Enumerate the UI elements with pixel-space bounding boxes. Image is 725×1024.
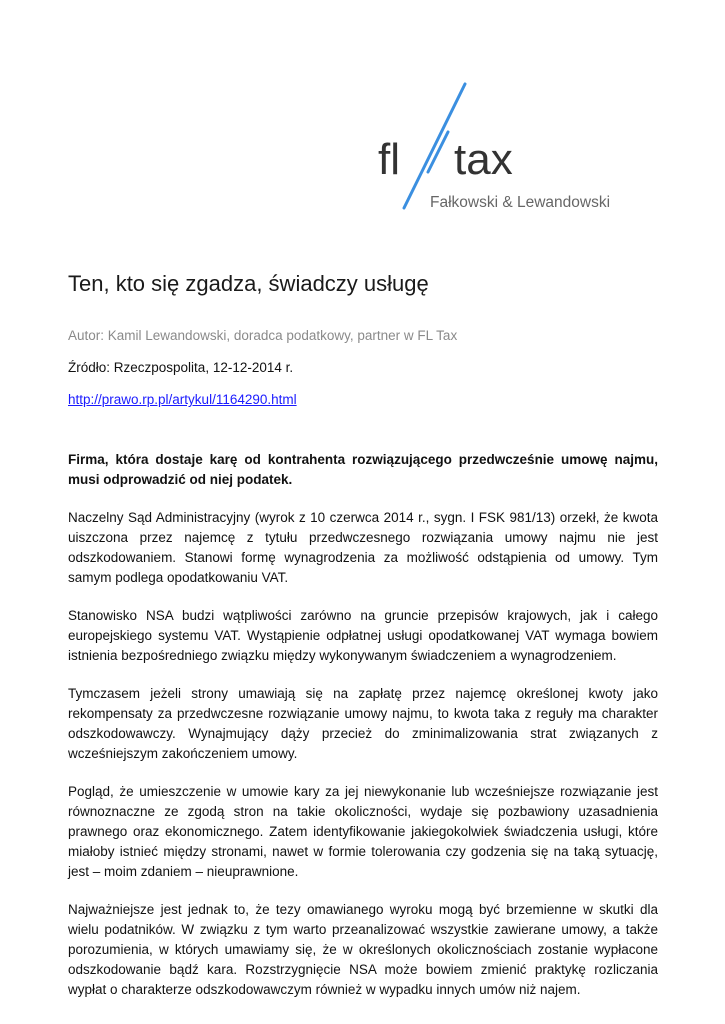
- article: [68, 266, 658, 1018]
- article-paragraph-4: Pogląd, że umieszczenie w umowie kary za jej niewykonanie lub wcześniejsze rozwiązanie jest równoznaczne ze zgodą stron na takie okoliczności, wydaje się pozbawiony uzasadnienia prawnego oraz ekonomicznego. Zatem identyfikowanie jakiegokolwiek świadczenia usługi, które miałoby istnieć między stronami, nawet w formie tolerowania czy godzenia się na taką sytuację, jest – moim zdaniem – nieuprawnione.: [68, 784, 658, 879]
- article-title: Ten, kto się zgadza, świadczy usługę: [68, 271, 429, 296]
- article-paragraph-2: Stanowisko NSA budzi wątpliwości zarówno na gruncie przepisów krajowych, jak i całego europejskiego systemu VAT. Wystąpienie odpłatnej usługi opodatkowanej VAT wymaga bowiem istnienia bezpośredniego związku między wykonywanym świadczeniem a wynagrodzeniem.: [68, 608, 658, 663]
- article-author: Autor: Kamil Lewandowski, doradca podatkowy, partner w FL Tax: [68, 328, 458, 343]
- article-lead: Firma, która dostaje karę od kontrahenta rozwiązującego przedwcześnie umowę najmu, musi odprowadzić od niej podatek.: [68, 452, 658, 487]
- logo-brand-left: fl: [378, 135, 400, 184]
- logo-brand-right: tax: [454, 135, 513, 184]
- article-paragraph-5: Najważniejsze jest jednak to, że tezy omawianego wyroku mogą być brzemienne w skutki dla wielu podatników. W związku z tym warto przeanalizować wszystkie zawierane umowy, a także porozumienia, w których umawiamy się, że w określonych okolicznościach zostanie wypłacone odszkodowanie bądź kara. Rozstrzygnięcie NSA może bowiem zmienić praktykę rozliczania wypłat o charakterze odszkodowawczym również w wypadku innych umów niż najem.: [68, 902, 658, 997]
- article-paragraph-3: Tymczasem jeżeli strony umawiają się na zapłatę przez najemcę określonej kwoty jako rekompensaty za przedwczesne rozwiązanie umowy najmu, to kwota taka z reguły ma charakter odszkodowawczy. Wynajmujący dąży przecież do zminimalizowania strat związanych z wcześniejszym zakończeniem umowy.: [68, 686, 658, 761]
- article-paragraph-1: Naczelny Sąd Administracyjny (wyrok z 10 czerwca 2014 r., sygn. I FSK 981/13) orzekł, że kwota uiszczona przez najemcę z tytułu przedwczesnego rozwiązania umowy najmu nie jest odszkodowaniem. Stanowi formę wynagrodzenia za możliwość odstąpienia od umowy. Tym samym podlega opodatkowaniu VAT.: [68, 510, 658, 585]
- article-link[interactable]: http://prawo.rp.pl/artykul/1164290.html: [68, 392, 297, 407]
- article-source: Źródło: Rzeczpospolita, 12-12-2014 r.: [68, 360, 294, 375]
- fltax-logo-graphic: [370, 80, 630, 215]
- fltax-logo: [370, 80, 630, 215]
- logo-firm-name: Fałkowski & Lewandowski: [430, 194, 611, 211]
